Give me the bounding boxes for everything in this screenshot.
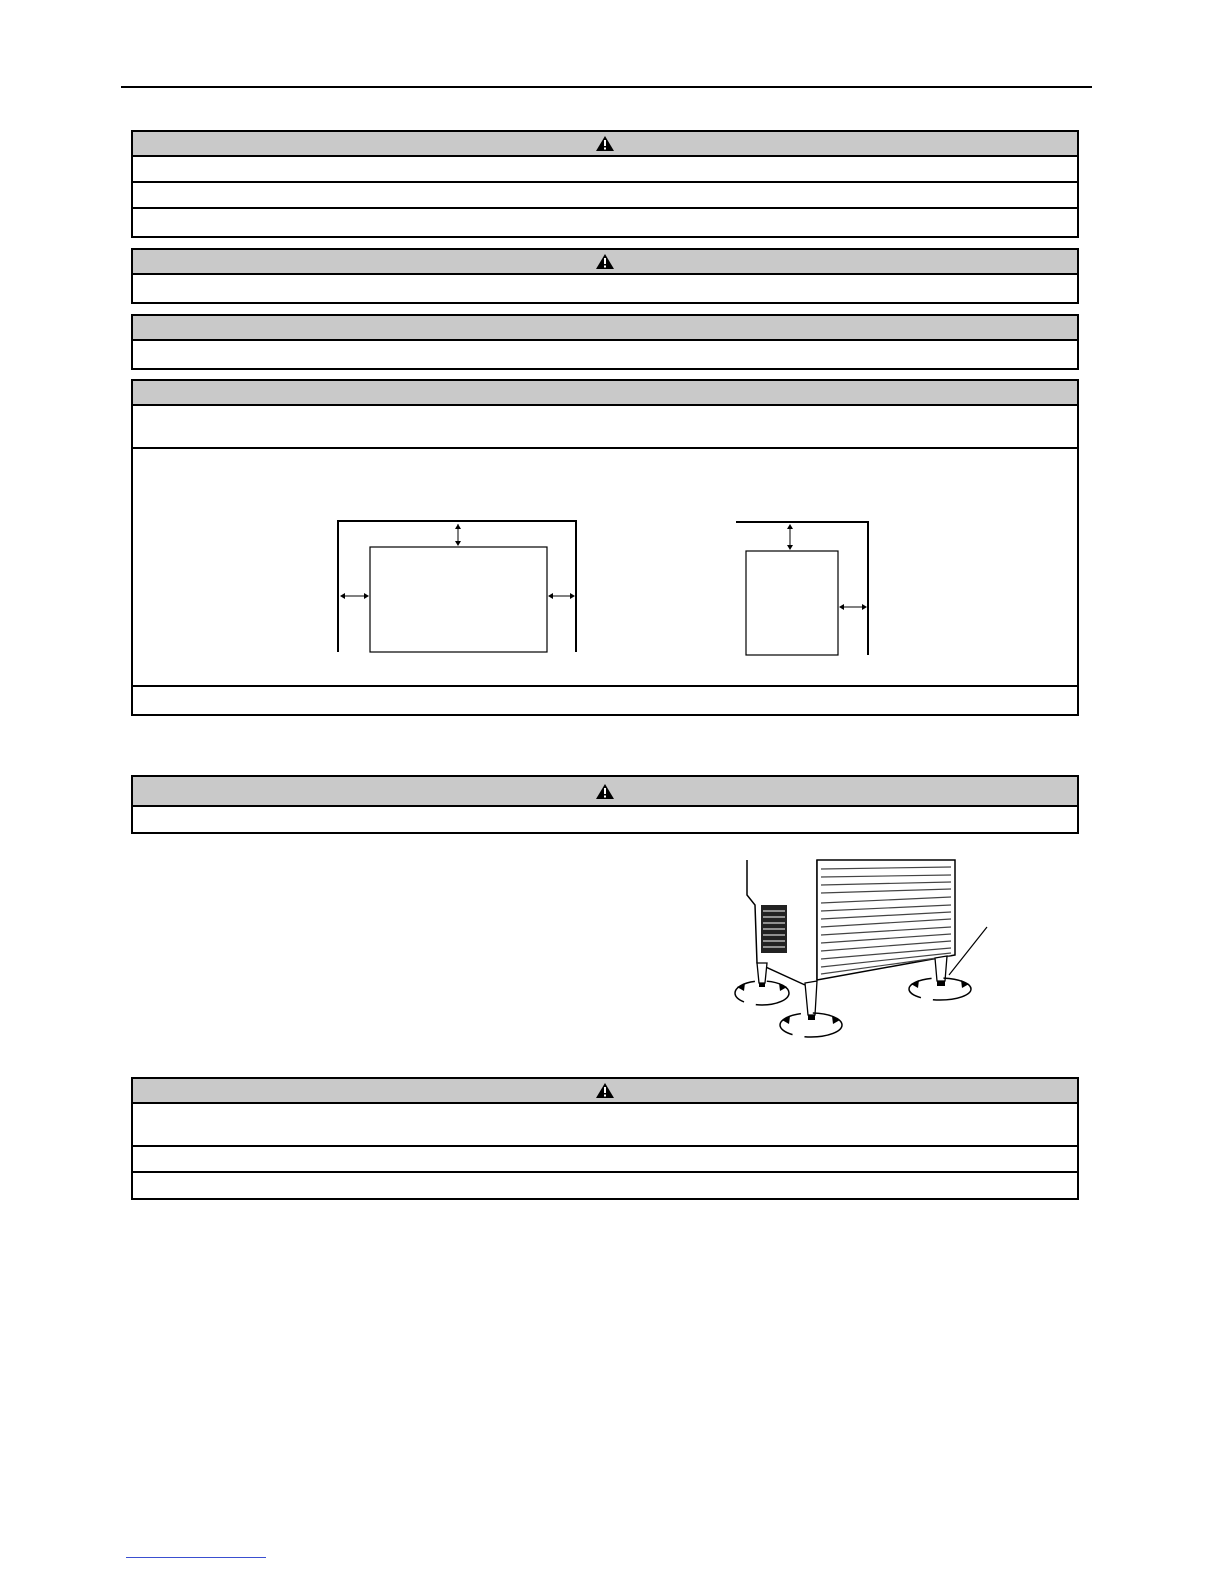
warning-triangle-icon xyxy=(595,1082,615,1099)
warning-box-2 xyxy=(131,248,1079,304)
warning-box-1 xyxy=(131,130,1079,238)
warning-triangle-icon xyxy=(595,253,615,270)
footer-link-underline[interactable] xyxy=(126,1557,266,1558)
ice-machine-leveling-legs-illustration xyxy=(725,855,1000,1045)
warning-box-3 xyxy=(131,775,1079,834)
clearance-side-view-diagram xyxy=(730,515,880,660)
clearance-row xyxy=(133,687,1077,712)
warning-triangle-icon xyxy=(595,135,615,152)
warning-header xyxy=(133,250,1077,275)
clearance-diagram-row xyxy=(133,449,1077,687)
notice-header xyxy=(133,316,1077,341)
warning-box-4 xyxy=(131,1077,1079,1200)
warning-row xyxy=(133,1173,1077,1198)
clearance-top-view-diagram xyxy=(330,515,590,660)
warning-header xyxy=(133,1079,1077,1104)
warning-row xyxy=(133,275,1077,302)
warning-row xyxy=(133,1104,1077,1147)
warning-row xyxy=(133,807,1077,832)
warning-row xyxy=(133,157,1077,183)
notice-row xyxy=(133,341,1077,368)
header-rule xyxy=(121,86,1092,88)
clearance-box xyxy=(131,379,1079,716)
warning-row xyxy=(133,1147,1077,1173)
clearance-row xyxy=(133,406,1077,449)
warning-row xyxy=(133,209,1077,234)
warning-header xyxy=(133,132,1077,157)
warning-triangle-icon xyxy=(595,783,615,800)
notice-box xyxy=(131,314,1079,370)
warning-header xyxy=(133,777,1077,807)
clearance-header xyxy=(133,381,1077,406)
warning-row xyxy=(133,183,1077,209)
